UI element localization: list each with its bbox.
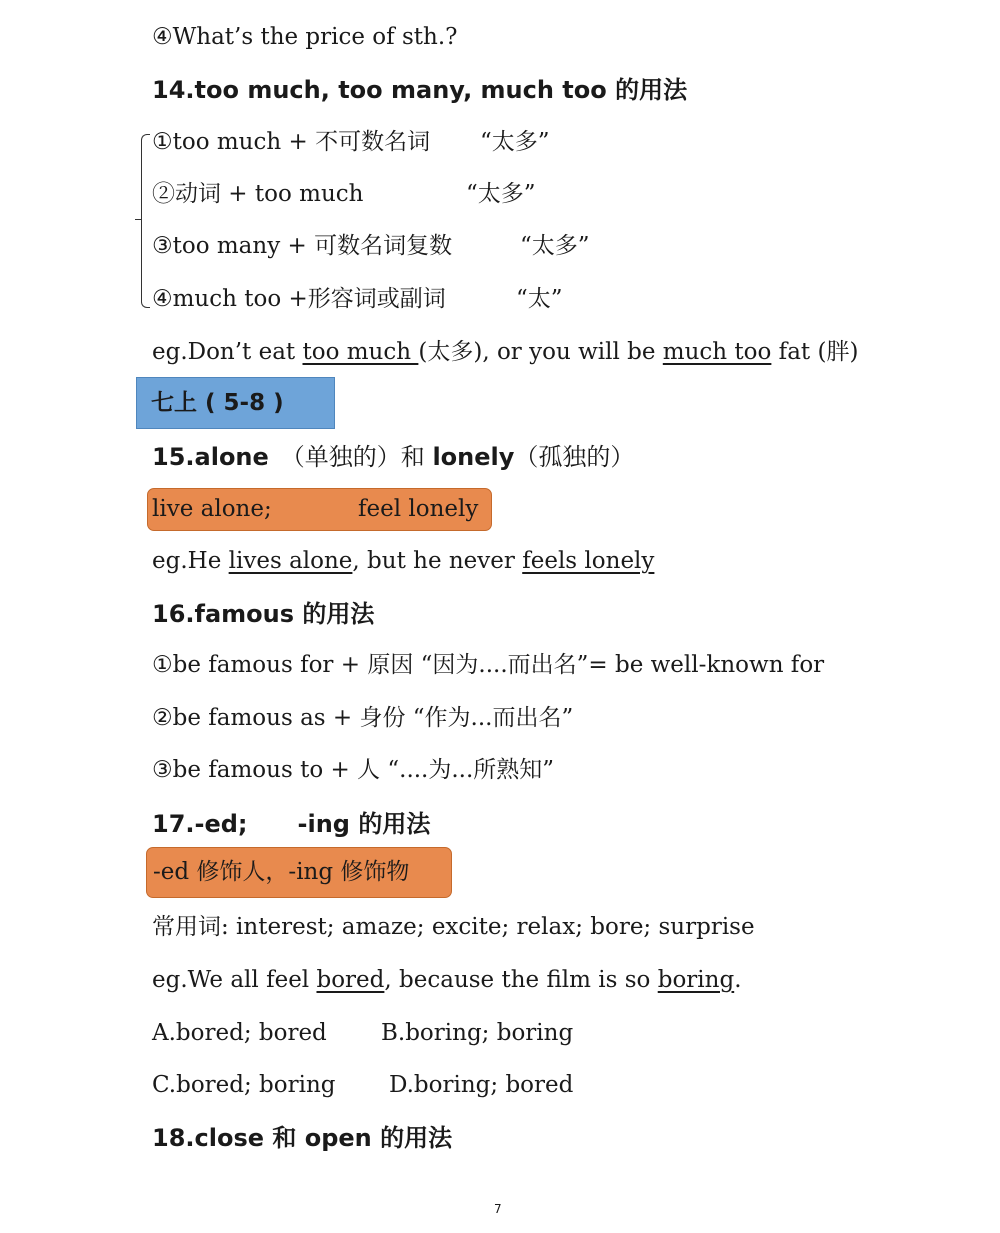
rule-4-text: ④much too +形容词或副词 — [152, 286, 446, 312]
h15-gloss-2: （孤独的） — [514, 443, 635, 471]
rule-3-meaning: “太多” — [520, 233, 590, 259]
box15-right: feel lonely — [358, 496, 479, 522]
section-header-box: 七上 ( 5-8 ) — [136, 377, 335, 429]
too-much-rule-2 — [152, 179, 536, 209]
box15-left: live alone; — [152, 496, 272, 522]
famous-rule-2: ②be famous as + 身份 “作为...而出名” — [152, 705, 574, 731]
h15-word-lonely: lonely — [432, 443, 515, 471]
rule-2-text: ②动词 + too much — [152, 181, 364, 207]
option-a: A.bored; bored — [152, 1020, 327, 1046]
page-number: 7 — [494, 1202, 502, 1216]
heading-18: 18.close 和 open 的用法 — [152, 1124, 453, 1152]
eg15-underline-1: lives alone — [228, 548, 353, 574]
eg15-underline-2: feels lonely — [522, 548, 655, 574]
h15-word-alone: 15.alone — [152, 443, 269, 471]
options-row-1 — [152, 1018, 574, 1048]
example-15 — [152, 546, 654, 576]
famous-rule-3: ③be famous to + 人 “....为...所熟知” — [152, 757, 555, 783]
rule-4-meaning: “太” — [516, 286, 563, 312]
h17-part-2: -ing 的用法 — [297, 810, 431, 838]
highlight-box-15 — [147, 488, 492, 531]
rule-1-text: ①too much + 不可数名词 — [152, 129, 431, 155]
heading-14: 14.too much, too many, much too 的用法 — [152, 76, 688, 104]
rule-3-text: ③too many + 可数名词复数 — [152, 233, 453, 259]
eg17-underline-1: bored — [316, 967, 385, 993]
too-much-rule-3 — [152, 231, 590, 261]
too-much-rule-4 — [152, 284, 563, 314]
h15-gloss-1: （单独的）和 — [280, 443, 433, 471]
highlight-box-17: -ed 修饰人，-ing 修饰物 — [146, 847, 452, 898]
too-much-rule-1 — [152, 127, 550, 157]
eg15-part-3: , but he never — [352, 548, 523, 574]
h17-part-1: 17.-ed; — [152, 810, 248, 838]
eg14-part-1: eg.Don’t eat — [152, 339, 303, 365]
heading-16: 16.famous 的用法 — [152, 600, 375, 628]
group-bracket-tick — [135, 219, 142, 220]
options-row-2 — [152, 1070, 574, 1100]
eg17-part-5: . — [734, 967, 742, 993]
eg17-underline-2: boring — [657, 967, 735, 993]
eg14-part-5: fat (胖) — [771, 339, 859, 365]
eg17-part-3: , because the film is so — [384, 967, 658, 993]
price-question: ④What’s the price of sth.? — [152, 24, 458, 50]
heading-17 — [152, 809, 430, 839]
eg15-part-1: eg.He — [152, 548, 229, 574]
option-c: C.bored; boring — [152, 1072, 336, 1098]
eg14-part-3: (太多), or you will be — [418, 339, 663, 365]
eg14-underline-2: much too — [662, 339, 772, 365]
group-bracket — [141, 134, 150, 308]
eg17-part-1: eg.We all feel — [152, 967, 317, 993]
heading-15 — [152, 442, 634, 472]
common-words: 常用词: interest; amaze; excite; relax; bore; surprise — [152, 914, 755, 940]
rule-1-meaning: “太多” — [480, 129, 550, 155]
option-d: D.boring; bored — [389, 1072, 574, 1098]
famous-rule-1: ①be famous for + 原因 “因为....而出名”= be well-known for — [152, 652, 825, 678]
option-b: B.boring; boring — [381, 1020, 574, 1046]
eg14-underline-1: too much — [302, 339, 419, 365]
example-14 — [152, 337, 858, 367]
example-17 — [152, 965, 742, 995]
rule-2-meaning: “太多” — [466, 181, 536, 207]
